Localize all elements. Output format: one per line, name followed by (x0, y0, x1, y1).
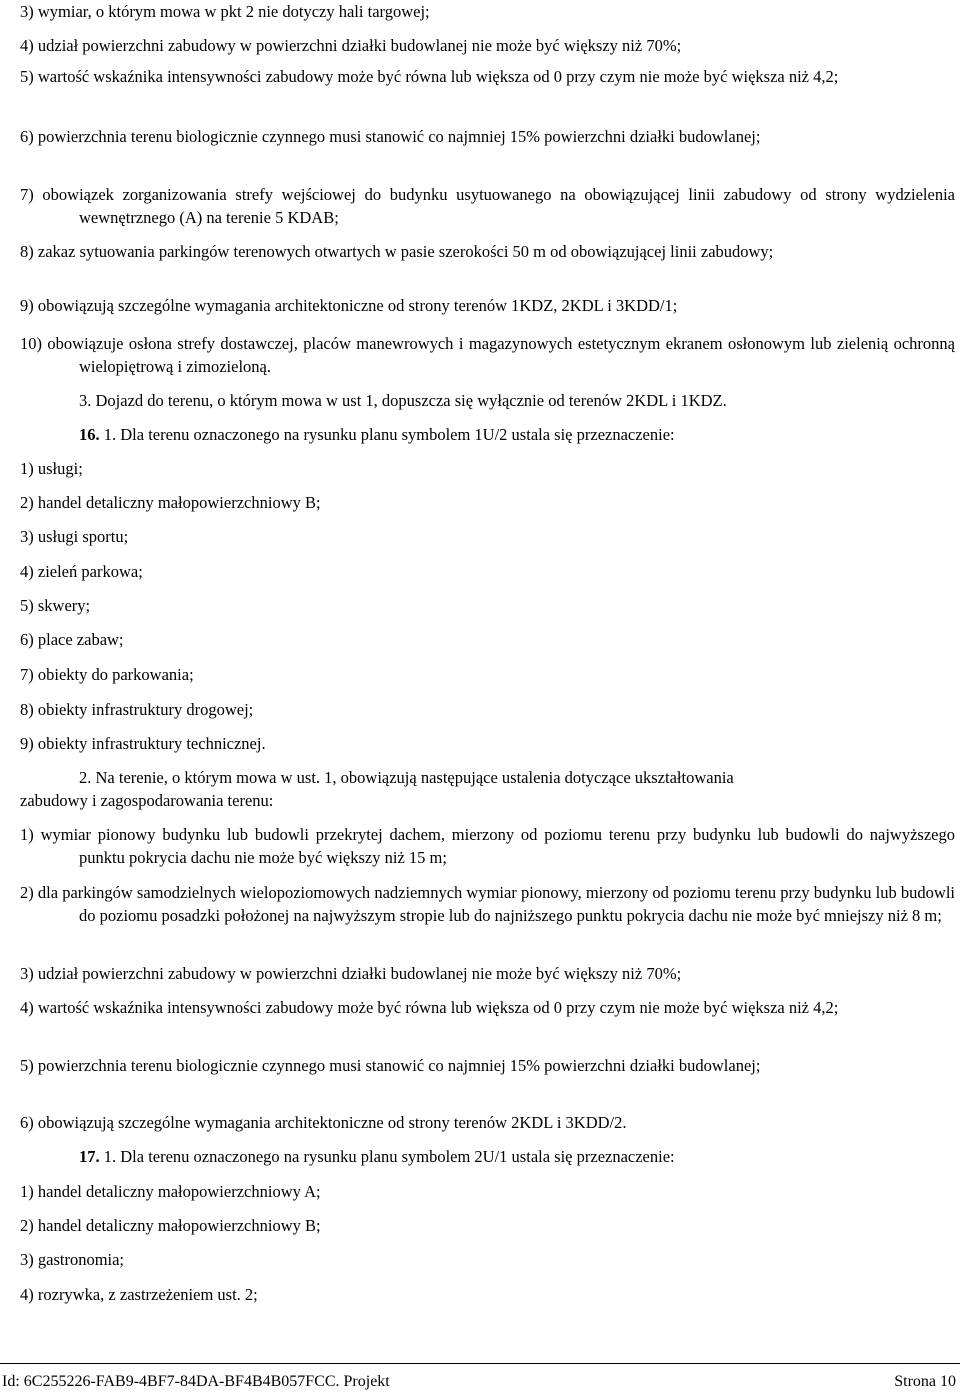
list-item: 4) wartość wskaźnika intensywności zabudowy może być równa lub większa od 0 przy czym nie może być większa niż 4,2; (20, 998, 839, 1017)
list-item: 7) obiekty do parkowania; (20, 665, 194, 684)
list-item: 6) powierzchnia terenu biologicznie czynnego musi stanowić co najmniej 15% powierzchni działki budowlanej; (20, 127, 761, 146)
list-item: 6) obowiązują szczególne wymagania architektoniczne od strony terenów 2KDL i 3KDD/2. (20, 1113, 627, 1132)
list-item: 3) udział powierzchni zabudowy w powierzchni działki budowlanej nie może być większy niż 70%; (20, 964, 682, 983)
paragraph: 2. Na terenie, o którym mowa w ust. 1, obowiązują następujące ustalenia dotyczące ukształtowania (79, 768, 734, 787)
paragraph-continuation: zabudowy i zagospodarowania terenu: (20, 791, 274, 810)
list-item: 3) wymiar, o którym mowa w pkt 2 nie dotyczy hali targowej; (20, 2, 430, 21)
list-item: 5) skwery; (20, 596, 91, 615)
document-id: Id: 6C255226-FAB9-4BF7-84DA-BF4B4B057FCC. Projekt (2, 1373, 390, 1390)
page-footer (0, 1363, 960, 1392)
section-heading: 16. 1. Dla terenu oznaczonego na rysunku planu symbolem 1U/2 ustala się przeznaczenie: (79, 425, 675, 444)
list-item: 9) obowiązują szczególne wymagania architektoniczne od strony terenów 1KDZ, 2KDL i 3KDD/1; (20, 296, 678, 315)
list-item: 2) dla parkingów samodzielnych wielopoziomowych nadziemnych wymiar pionowy, mierzony od poziomu terenu przy budynku lub budowli do poziomu posadzki położonej na najwyższym stropie lub do najniższego punktu pokrycia dachu nie może być mniejszy niż 8 m; (20, 883, 955, 925)
list-item: 3) gastronomia; (20, 1250, 125, 1269)
section-number: 17. (79, 1147, 100, 1166)
page-number: Strona 10 (894, 1373, 956, 1390)
list-item: 2) handel detaliczny małopowierzchniowy B; (20, 1216, 321, 1235)
list-item: 8) obiekty infrastruktury drogowej; (20, 700, 254, 719)
paragraph: 3. Dojazd do terenu, o którym mowa w ust 1, dopuszcza się wyłącznie od terenów 2KDL i 1KDZ. (79, 391, 727, 410)
list-item: 5) wartość wskaźnika intensywności zabudowy może być równa lub większa od 0 przy czym nie może być większa niż 4,2; (20, 67, 839, 86)
section-heading: 17. 1. Dla terenu oznaczonego na rysunku planu symbolem 2U/1 ustala się przeznaczenie: (79, 1147, 675, 1166)
list-item: 1) wymiar pionowy budynku lub budowli przekrytej dachem, mierzony od poziomu terenu przy budynku lub budowli do najwyższego punktu pokrycia dachu nie może być większy niż 15 m; (20, 825, 955, 867)
list-item: 4) zieleń parkowa; (20, 562, 143, 581)
list-item: 6) place zabaw; (20, 630, 124, 649)
list-item: 2) handel detaliczny małopowierzchniowy B; (20, 493, 321, 512)
list-item: 8) zakaz sytuowania parkingów terenowych otwartych w pasie szerokości 50 m od obowiązującej linii zabudowy; (20, 242, 774, 261)
list-item: 9) obiekty infrastruktury technicznej. (20, 734, 266, 753)
list-item: 10) obowiązuje osłona strefy dostawczej, placów manewrowych i magazynowych estetycznym ekranem osłonowym lub zielenią ochronną wielopiętrową i zimozieloną. (20, 334, 955, 376)
list-item: 1) usługi; (20, 459, 83, 478)
list-item: 3) usługi sportu; (20, 527, 129, 546)
list-item: 7) obowiązek zorganizowania strefy wejściowej do budynku usytuowanego na obowiązującej linii zabudowy od strony wydzielenia wewnętrznego (A) na terenie 5 KDAB; (20, 185, 955, 227)
list-item: 4) rozrywka, z zastrzeżeniem ust. 2; (20, 1285, 258, 1304)
list-item: 5) powierzchnia terenu biologicznie czynnego musi stanowić co najmniej 15% powierzchni działki budowlanej; (20, 1056, 761, 1075)
section-number: 16. (79, 425, 100, 444)
list-item: 1) handel detaliczny małopowierzchniowy A; (20, 1182, 321, 1201)
list-item: 4) udział powierzchni zabudowy w powierzchni działki budowlanej nie może być większy niż 70%; (20, 36, 682, 55)
